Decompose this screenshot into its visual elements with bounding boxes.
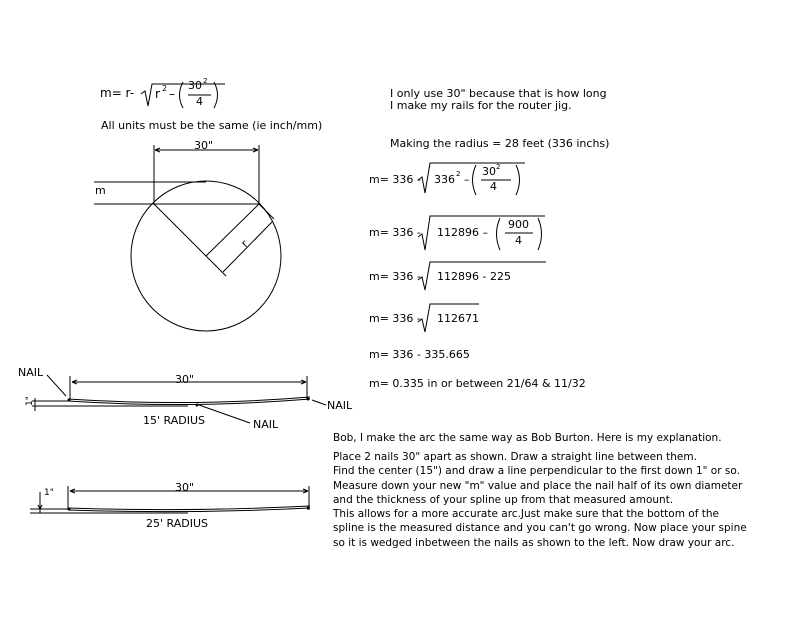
explanation-line: so it is wedged inbetween the nails as shown to the left. Now draw your arc. xyxy=(333,536,735,549)
note-30-line2: I make my rails for the router jig. xyxy=(390,99,572,112)
note-30-line1: I only use 30" because that is how long xyxy=(390,87,607,100)
rail-bottom-radius-label: 25' RADIUS xyxy=(146,517,208,530)
explanation-line: Measure down your new "m" value and place the nail half of its own diameter xyxy=(333,479,743,492)
step3-lhs: m= 336 - xyxy=(369,270,421,283)
units-note: All units must be the same (ie inch/mm) xyxy=(101,119,323,132)
step1-a: 336 xyxy=(434,173,455,186)
nail-left-label: NAIL xyxy=(18,366,44,379)
explanation-line: This allows for a more accurate arc.Just make sure that the bottom of the xyxy=(333,508,719,521)
nail-mid-leader xyxy=(199,405,250,423)
explanation-line: Find the center (15") and draw a line perpendicular to the first down 1" or so. xyxy=(333,465,740,478)
nail-right-label: NAIL xyxy=(327,399,353,412)
r-dim-ext-1 xyxy=(206,256,226,276)
formula-paren-left xyxy=(180,82,184,108)
step1-den: 4 xyxy=(490,180,497,193)
nail-left-leader xyxy=(47,375,66,396)
m-label: m xyxy=(95,184,106,197)
explanation-intro: Bob, I make the arc the same way as Bob Burton. Here is my explanation. xyxy=(333,432,722,444)
formula-frac-num: 30 xyxy=(188,79,202,92)
explanation-line: Place 2 nails 30" apart as shown. Draw a straight line between them. xyxy=(333,451,697,463)
radius-line-left xyxy=(154,204,206,256)
radius-line-right xyxy=(206,204,259,256)
step2-den: 4 xyxy=(515,234,522,247)
step1-num: 30 xyxy=(482,165,496,178)
step4-rad: 112671 xyxy=(437,312,479,325)
rail-bottom-offset-label: 1" xyxy=(44,488,54,498)
step5: m= 336 - 335.665 xyxy=(369,348,470,361)
nail-right-leader xyxy=(312,400,326,405)
step1-lhs: m= 336 - xyxy=(369,173,421,186)
formula-minus: – xyxy=(169,87,175,101)
step2-a: 112896 – xyxy=(437,226,488,239)
rail-top-length-label: 30" xyxy=(175,373,195,386)
formula-paren-right xyxy=(214,82,218,108)
formula-radical xyxy=(141,84,225,106)
formula-frac-den: 4 xyxy=(196,95,203,108)
formula-r-exp: 2 xyxy=(162,84,168,93)
step3-rad: 112896 - 225 xyxy=(437,270,511,283)
explanation-body xyxy=(333,450,747,550)
nail-mid-label: NAIL xyxy=(253,418,279,431)
r-dim-ext-2 xyxy=(259,204,274,219)
step2-lhs: m= 336 - xyxy=(369,226,421,239)
explanation-line: spline is the measured distance and you can't go wrong. Now place your spine xyxy=(333,522,747,535)
r-label: r xyxy=(238,237,251,250)
rail-top-radius-label: 15' RADIUS xyxy=(143,414,205,427)
step4-lhs: m= 336 - xyxy=(369,312,421,325)
formula-r: r xyxy=(155,87,160,101)
radius-note: Making the radius = 28 feet (336 inchs) xyxy=(390,137,610,150)
rail-bottom-length-label: 30" xyxy=(175,481,195,494)
step6-result: m= 0.335 in or between 21/64 & 11/32 xyxy=(369,377,586,390)
step2-num: 900 xyxy=(508,218,529,231)
chord-length-label: 30" xyxy=(194,139,214,152)
explanation-line: and the thickness of your spline up from that measured amount. xyxy=(333,493,674,506)
formula-lhs: m= r- xyxy=(100,86,135,100)
step1-minus: – xyxy=(464,173,470,186)
rail-top-offset-label: 1" xyxy=(25,396,35,406)
